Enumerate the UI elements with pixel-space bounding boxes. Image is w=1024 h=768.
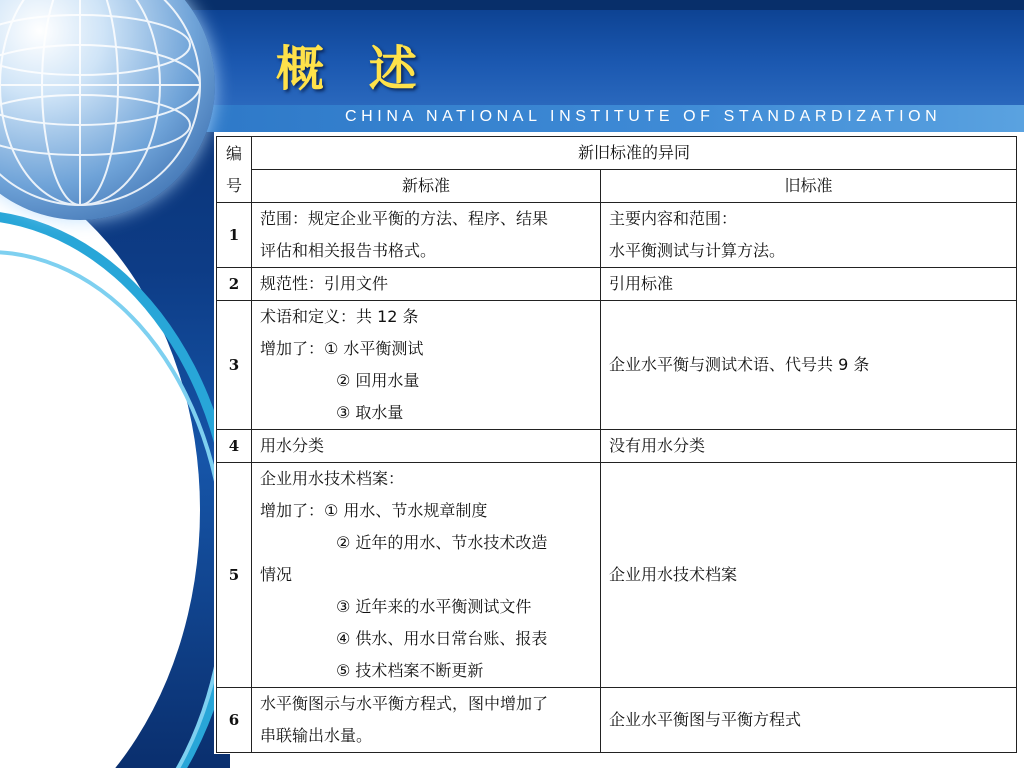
number-column-header: 编 号 [217,137,252,203]
new-standard-cell: 术语和定义：共 12 条 增加了：① 水平衡测试 ② 回用水量 ③ 取水量 [252,301,601,430]
table-row [217,268,1017,301]
old-standard-cell: 企业用水技术档案 [601,463,1017,688]
table-subheader-row [217,170,1017,203]
old-standard-cell: 企业水平衡图与平衡方程式 [601,688,1017,753]
row-number: 1 [217,203,252,268]
group-header: 新旧标准的异同 [252,137,1017,170]
institute-subtitle: CHINA NATIONAL INSTITUTE OF STANDARDIZATION [345,108,942,125]
old-standard-cell: 引用标准 [601,268,1017,301]
row-number: 3 [217,301,252,430]
table-row [217,688,1017,753]
standards-comparison-table [216,136,1017,753]
new-standard-cell: 规范性：引用文件 [252,268,601,301]
new-standard-cell: 水平衡图示与水平衡方程式，图中增加了 串联输出水量。 [252,688,601,753]
new-standard-cell: 范围：规定企业平衡的方法、程序、结果 评估和相关报告书格式。 [252,203,601,268]
table-row [217,203,1017,268]
new-standard-cell: 企业用水技术档案： 增加了：① 用水、节水规章制度 ② 近年的用水、节水技术改造 情况 ③ 近年来的水平衡测试文件 ④ 供水、用水日常台账、报表 ⑤ 技术档案不断更新 [252,463,601,688]
new-standard-header: 新标准 [252,170,601,203]
row-number: 4 [217,430,252,463]
old-standard-cell: 没有用水分类 [601,430,1017,463]
row-number: 6 [217,688,252,753]
page-title: 概 述 [276,41,431,97]
decorative-arc-line-inner [0,250,228,768]
row-number: 2 [217,268,252,301]
table-header-row [217,137,1017,170]
old-standard-cell: 企业水平衡与测试术语、代号共 9 条 [601,301,1017,430]
new-standard-cell: 用水分类 [252,430,601,463]
table-row [217,301,1017,430]
old-standard-cell: 主要内容和范围： 水平衡测试与计算方法。 [601,203,1017,268]
globe-icon [0,0,215,220]
table-row [217,463,1017,688]
old-standard-header: 旧标准 [601,170,1017,203]
row-number: 5 [217,463,252,688]
table-row [217,430,1017,463]
